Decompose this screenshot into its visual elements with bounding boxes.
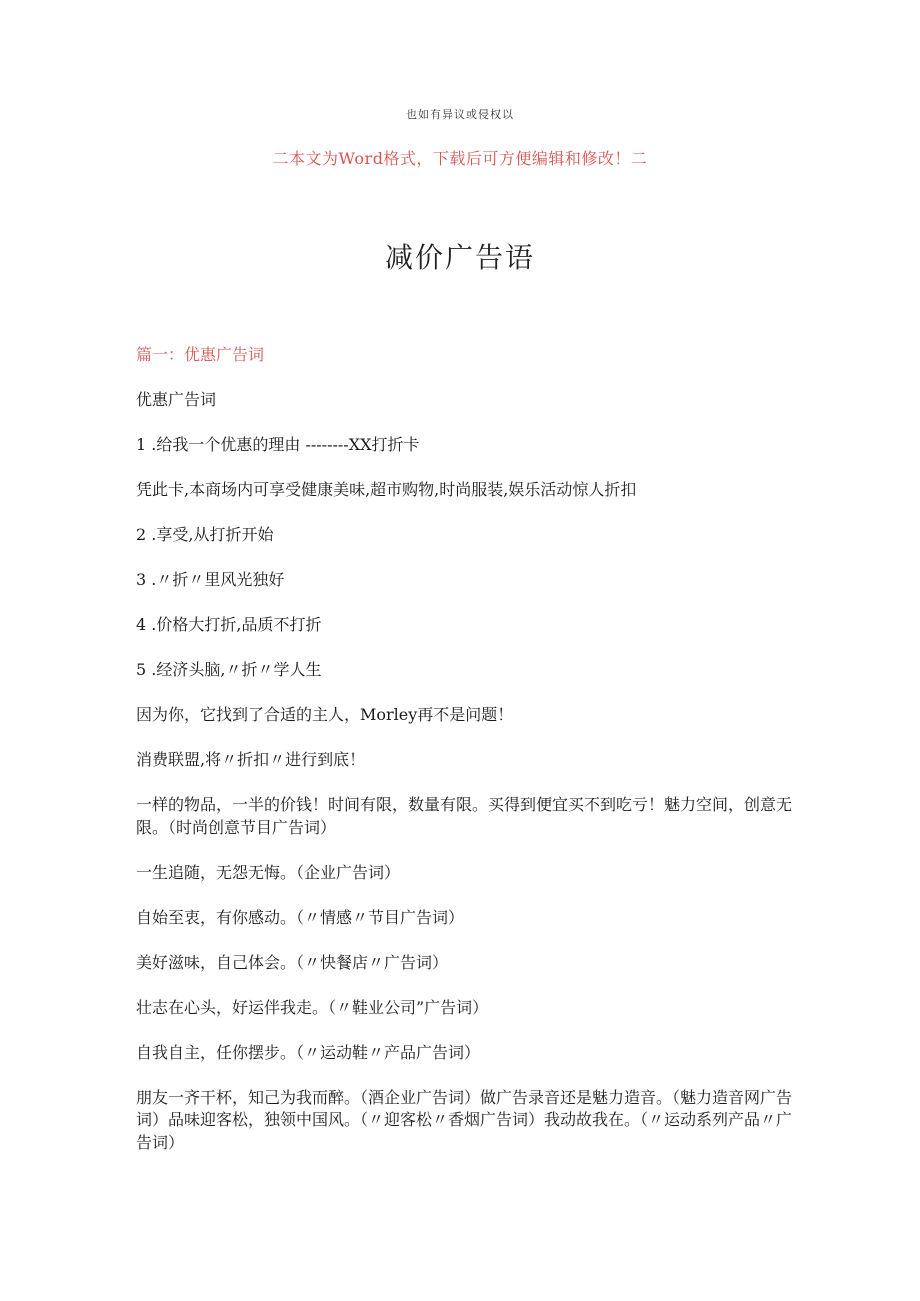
paragraph-subtitle: 优惠广告词 xyxy=(136,390,217,409)
page-title: 减价广告语 xyxy=(384,241,535,274)
paragraph: 4 .价格大打折,品质不打折 xyxy=(136,615,322,634)
header-note: 也如有异议或侵权以 xyxy=(406,108,514,121)
paragraph: 5 .经济头脑,〃折〃学人生 xyxy=(136,660,322,679)
document-body xyxy=(136,344,796,1177)
paragraph: 1 .给我一个优惠的理由 --------XX打折卡 xyxy=(136,435,420,454)
paragraph: 一样的物品，一半的价钱！时间有限，数量有限。买得到便宜买不到吃亏！魅力空间，创意无限。（时尚创意节目广告词） xyxy=(136,795,793,837)
paragraph: 朋友一齐干杯，知己为我而醉。（酒企业广告词）做广告录音还是魅力造音。（魅力造音网广告词）品味迎客松，独领中国风。（〃迎客松〃香烟广告词）我动故我在。（〃运动系列产品〃广告词） xyxy=(136,1087,793,1152)
paragraph: 3 .〃折〃里风光独好 xyxy=(136,570,285,589)
paragraph: 凭此卡,本商场内可享受健康美味,超市购物,时尚服装,娱乐活动惊人折扣 xyxy=(136,480,637,499)
paragraph: 自始至衷，有你感动。（〃情感〃节目广告词） xyxy=(136,907,465,927)
paragraph: 壮志在心头，好运伴我走。（〃鞋业公司”广告词） xyxy=(136,997,489,1017)
paragraph: 2 .享受,从打折开始 xyxy=(136,525,274,544)
word-format-notice: 二本文为Word格式，下载后可方便编辑和修改！二 xyxy=(272,149,648,168)
paragraph: 美好滋味，自己体会。（〃快餐店〃广告词） xyxy=(136,952,449,972)
paragraph: 消费联盟,将〃折扣〃进行到底！ xyxy=(136,750,366,769)
paragraph: 自我自主，任你摆步。（〃运动鞋〃产品广告词） xyxy=(136,1042,481,1062)
paragraph: 一生追随，无怨无悔。（企业广告词） xyxy=(136,862,401,882)
paragraph: 因为你，它找到了合适的主人，Morley再不是问题！ xyxy=(136,705,514,724)
section-heading: 篇一：优惠广告词 xyxy=(136,345,265,364)
